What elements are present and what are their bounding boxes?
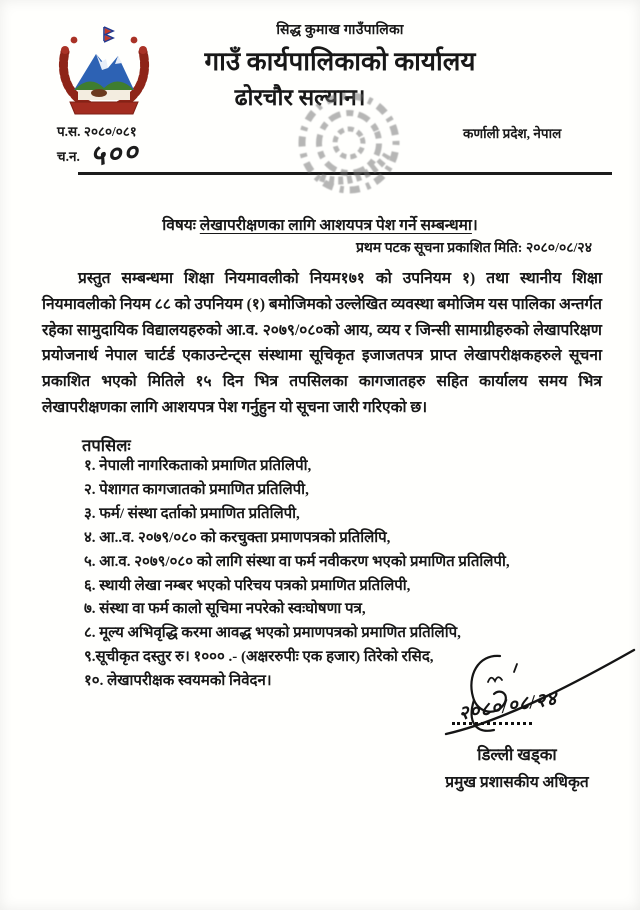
- list-item: ५. आ.व. २०७९/०८० को लागि संस्था वा फर्म नवीकरण भएको प्रमाणित प्रतिलिपी,: [84, 553, 510, 570]
- subject-label: विषयः: [162, 217, 196, 234]
- list-heading: तपसिलः: [82, 436, 131, 455]
- list-item: १. नेपाली नागरिकताको प्रमाणित प्रतिलिपी,: [84, 458, 312, 474]
- province-line: कर्णाली प्रदेश, नेपाल: [463, 126, 562, 141]
- signature-dotted-line: [452, 722, 532, 725]
- published-date-line: प्रथम पटक सूचना प्रकाशित मिति: २०८०/०८/२४: [355, 241, 592, 256]
- office-address: ढोरचौर सल्यान।: [234, 85, 366, 110]
- list-item: ९.सूचीकृत दस्तुर रु। १००० .- (अक्षररुपीः एक हजार) तिरेको रसिद,: [84, 649, 434, 666]
- subject-text: लेखापरीक्षणका लागि आशयपत्र पेश गर्ने सम्बन्धमा: [199, 217, 472, 234]
- list-item: ६. स्थायी लेखा नम्बर भएको परिचय पत्रको प्रमाणित प्रतिलिपी,: [84, 577, 411, 594]
- office-title: गाउँ कार्यपालिकाको कार्यालय: [204, 47, 476, 76]
- list-item: १०. लेखापरीक्षक स्वयमको निवेदन।: [84, 673, 272, 690]
- header-divider: [78, 172, 612, 175]
- municipality-name: सिद्ध कुमाख गाउँपालिका: [276, 23, 404, 38]
- signature-date-scrawl: २०८०/०८/२४: [457, 688, 559, 725]
- list-item: २. पेशागत कागजातको प्रमाणित प्रतिलिपी,: [84, 481, 309, 498]
- list-item: ४. आ..व. २०७९/०८० को करचुक्ता प्रमाणपत्रको प्रतिलिपि,: [84, 529, 391, 546]
- list-item: ३. फर्म/ संस्था दर्ताको प्रमाणित प्रतिलिपी,: [84, 505, 300, 522]
- subject-danda: ।: [471, 217, 478, 234]
- list-item: ७. संस्था वा फर्म कालो सूचिमा नपरेको स्वःघोषणा पत्र,: [84, 601, 366, 618]
- subject-line: [0, 213, 640, 235]
- signatory-title: प्रमुख प्रशासकीय अधिकृत: [445, 774, 589, 791]
- dispatch-number-handwritten: ५००: [88, 136, 142, 173]
- dispatch-number-label: च.न.: [57, 149, 80, 164]
- signatory-name: डिल्ली खड्का: [477, 745, 557, 764]
- list-item: ८. मूल्य अभिवृद्धि करमा आवद्ध भएको प्रमाणपत्रको प्रमाणित प्रतिलिपि,: [84, 625, 461, 642]
- letter-ref-number: प.स. २०८०/०८१: [57, 124, 137, 139]
- notice-body-paragraph: प्रस्तुत सम्बन्धमा शिक्षा नियमावलीको नियम१७१ को उपनियम १) तथा स्थानीय शिक्षा नियमावलीको नियम ८८ को उपनियम (१) बमोजिमको उल्लेखित व्यवस्था बमोजिम यस पालिका अन्तर्गत रहेका सामुदायिक विद्यालयहरुको आ.व. २०७९/०८०को आय, व्यय र जिन्सी सामाग्रीहरुको लेखापरिक्षण प्रयोजनार्थ नेपाल चार्टर्ड एकाउन्टेन्ट्स संस्थामा सूचिकृत इजाजतपत्र प्राप्त लेखापरीक्षकहरुले सूचना प्रकाशित भएको मितिले १५ दिन भित्र तपसिलका कागजातहरु सहित कार्यालय समय भित्र लेखापरीक्षणका लागि आशयपत्र पेश गर्नुहुन यो सूचना जारी गरिएको छ।: [42, 270, 602, 416]
